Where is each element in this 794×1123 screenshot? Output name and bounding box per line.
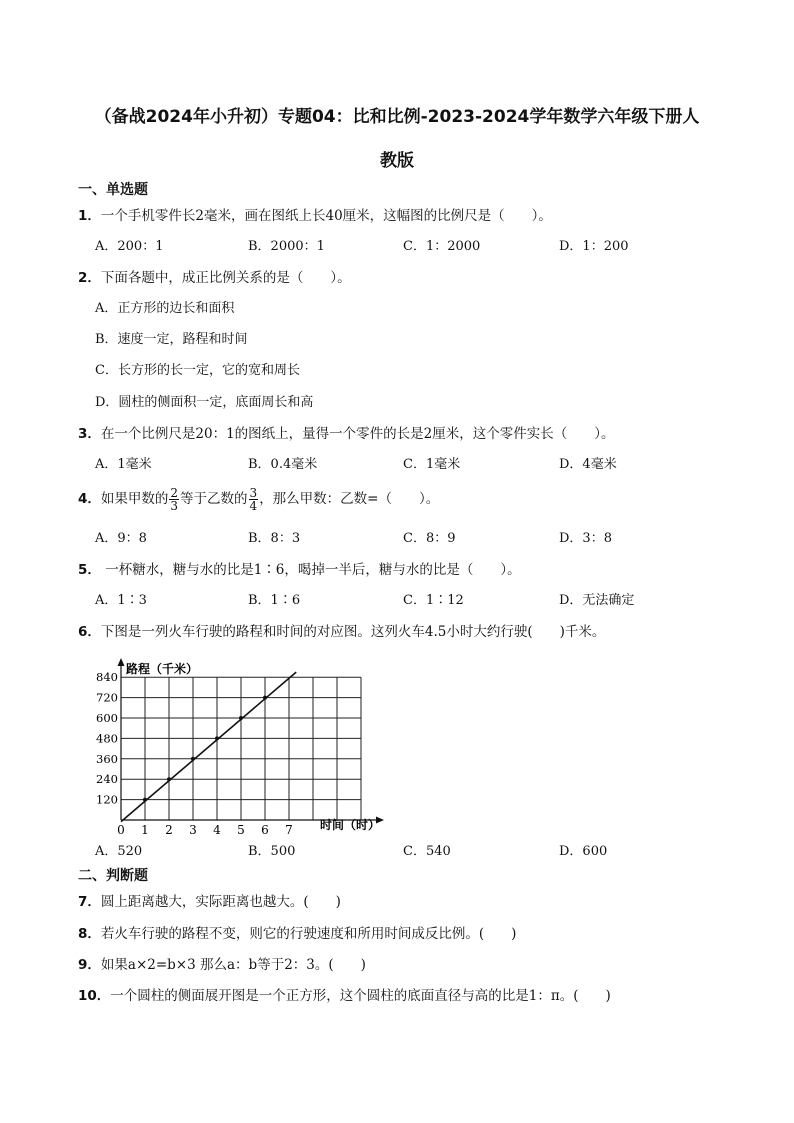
- option-d: D．1：200: [559, 239, 629, 254]
- option-d: D．600: [559, 844, 608, 859]
- option-d: D．4毫米: [559, 457, 617, 472]
- x-tick-label: 1: [141, 823, 149, 836]
- question-4: [78, 484, 439, 514]
- question-text: 下图是一列火车行驶的路程和时间的对应图。这列火车4.5小时大约行驶( )千米。: [100, 624, 606, 640]
- x-tick-label: 2: [165, 823, 173, 836]
- data-point: [167, 777, 171, 781]
- option-b: B．速度一定，路程和时间: [95, 332, 248, 347]
- data-point: [263, 696, 267, 700]
- y-tick-label: 120: [96, 792, 118, 807]
- question-1: [78, 207, 552, 225]
- question-text: 一杯糖水，糖与水的比是1∶6，喝掉一半后，糖与水的比是（ ）。: [100, 562, 521, 578]
- question-text-c: ，那么甲数：乙数=（ ）。: [259, 491, 440, 507]
- data-point: [143, 798, 147, 802]
- x-tick-label: 6: [261, 823, 269, 836]
- option-a: A．9：8: [95, 531, 147, 546]
- option-c: C．长方形的长一定，它的宽和周长: [95, 363, 300, 378]
- option-a: A．正方形的边长和面积: [95, 301, 235, 316]
- option-c: C．1∶12: [403, 593, 464, 608]
- option-c: C．540: [403, 844, 451, 859]
- fraction-numerator: 3: [249, 486, 258, 500]
- question-text: 在一个比例尺是20：1的图纸上，量得一个零件的长是2厘米，这个零件实长（ ）。: [100, 426, 615, 442]
- question-number: 1．: [78, 208, 101, 224]
- question-text: 圆上距离越大，实际距离也越大。( ): [100, 894, 341, 910]
- question-7: [78, 893, 341, 911]
- y-tick-label: 600: [96, 711, 118, 725]
- question-number: 5．: [78, 562, 101, 578]
- question-number: 4．: [78, 491, 101, 507]
- option-b: B．1∶6: [248, 593, 301, 608]
- question-number: 3．: [78, 426, 101, 442]
- question-text-b: 等于乙数的: [180, 491, 248, 507]
- x-tick-label: 7: [285, 823, 293, 836]
- question-3: [78, 425, 615, 443]
- question-8: [78, 925, 516, 943]
- question-text: 下面各题中，成正比例关系的是（ ）。: [100, 270, 351, 286]
- question-text: 一个圆柱的侧面展开图是一个正方形，这个圆柱的底面直径与高的比是1：π。( ): [110, 988, 611, 1004]
- x-axis-label: 时间（时）: [320, 818, 381, 832]
- section-single-choice: 一、单选题: [78, 182, 148, 198]
- option-c: C．1：2000: [403, 239, 481, 254]
- data-point: [239, 716, 243, 720]
- question-number: 9．: [78, 957, 101, 973]
- question-number: 10．: [78, 988, 111, 1004]
- question-number: 2．: [78, 270, 101, 286]
- option-a: A．1∶3: [95, 593, 147, 608]
- question-5: [78, 561, 521, 579]
- question-text: 一个手机零件长2毫米，画在图纸上长40厘米，这幅图的比例尺是（ ）。: [100, 208, 552, 224]
- fraction-denominator: 3: [170, 499, 179, 513]
- x-tick-label: 0: [117, 823, 125, 836]
- option-a: A．1毫米: [95, 457, 152, 472]
- page-title-line2: 教版: [380, 151, 414, 171]
- y-tick-label: 720: [96, 690, 118, 705]
- chart-ticks: [96, 670, 293, 836]
- option-c: C．8：9: [403, 531, 456, 546]
- option-d: D．无法确定: [559, 593, 635, 608]
- question-2: [78, 269, 351, 287]
- chart-axes: [118, 658, 385, 824]
- option-a: A．200：1: [95, 239, 164, 254]
- question-9: [78, 956, 366, 974]
- question-text: 如果a×2=b×3 那么a：b等于2：3。( ): [100, 957, 366, 973]
- option-b: B．500: [248, 844, 296, 859]
- data-point: [215, 736, 219, 740]
- question-number: 7．: [78, 894, 101, 910]
- question-10: [78, 987, 611, 1005]
- fraction-denominator: 4: [249, 499, 258, 513]
- data-point: [191, 757, 195, 761]
- fraction-numerator: 2: [170, 486, 179, 500]
- question-number: 8．: [78, 926, 101, 942]
- question-6: [78, 623, 605, 641]
- question-text-a: 如果甲数的: [100, 491, 169, 507]
- section-true-false: 二、判断题: [78, 868, 148, 884]
- option-b: B．8：3: [248, 531, 301, 546]
- chart-grid: [121, 677, 361, 820]
- y-tick-label: 480: [96, 731, 118, 746]
- option-d: D．3：8: [559, 531, 612, 546]
- question-number: 6．: [78, 624, 101, 640]
- y-tick-label: 360: [96, 751, 118, 766]
- x-tick-label: 5: [237, 823, 245, 836]
- option-c: C．1毫米: [403, 457, 461, 472]
- y-tick-label: 840: [96, 670, 118, 685]
- y-tick-label: 240: [96, 772, 118, 787]
- question-text: 若火车行驶的路程不变，则它的行驶速度和所用时间成反比例。( ): [100, 926, 517, 942]
- option-b: B．2000：1: [248, 239, 325, 254]
- x-tick-label: 3: [189, 823, 197, 836]
- option-d: D．圆柱的侧面积一定，底面周长和高: [95, 395, 314, 410]
- x-tick-label: 4: [213, 823, 221, 836]
- fraction-three-quarters: [249, 487, 259, 512]
- y-axis-label: 路程（千米）: [126, 662, 199, 676]
- option-b: B．0.4毫米: [248, 457, 318, 472]
- fraction-two-thirds: [169, 487, 179, 512]
- option-a: A．520: [95, 844, 143, 859]
- page-title: （备战2024年小升初）专题04：比和比例-2023-2024学年数学六年级下册人: [94, 107, 700, 127]
- distance-time-chart: [88, 656, 398, 836]
- y-axis-arrow-icon: [118, 658, 125, 666]
